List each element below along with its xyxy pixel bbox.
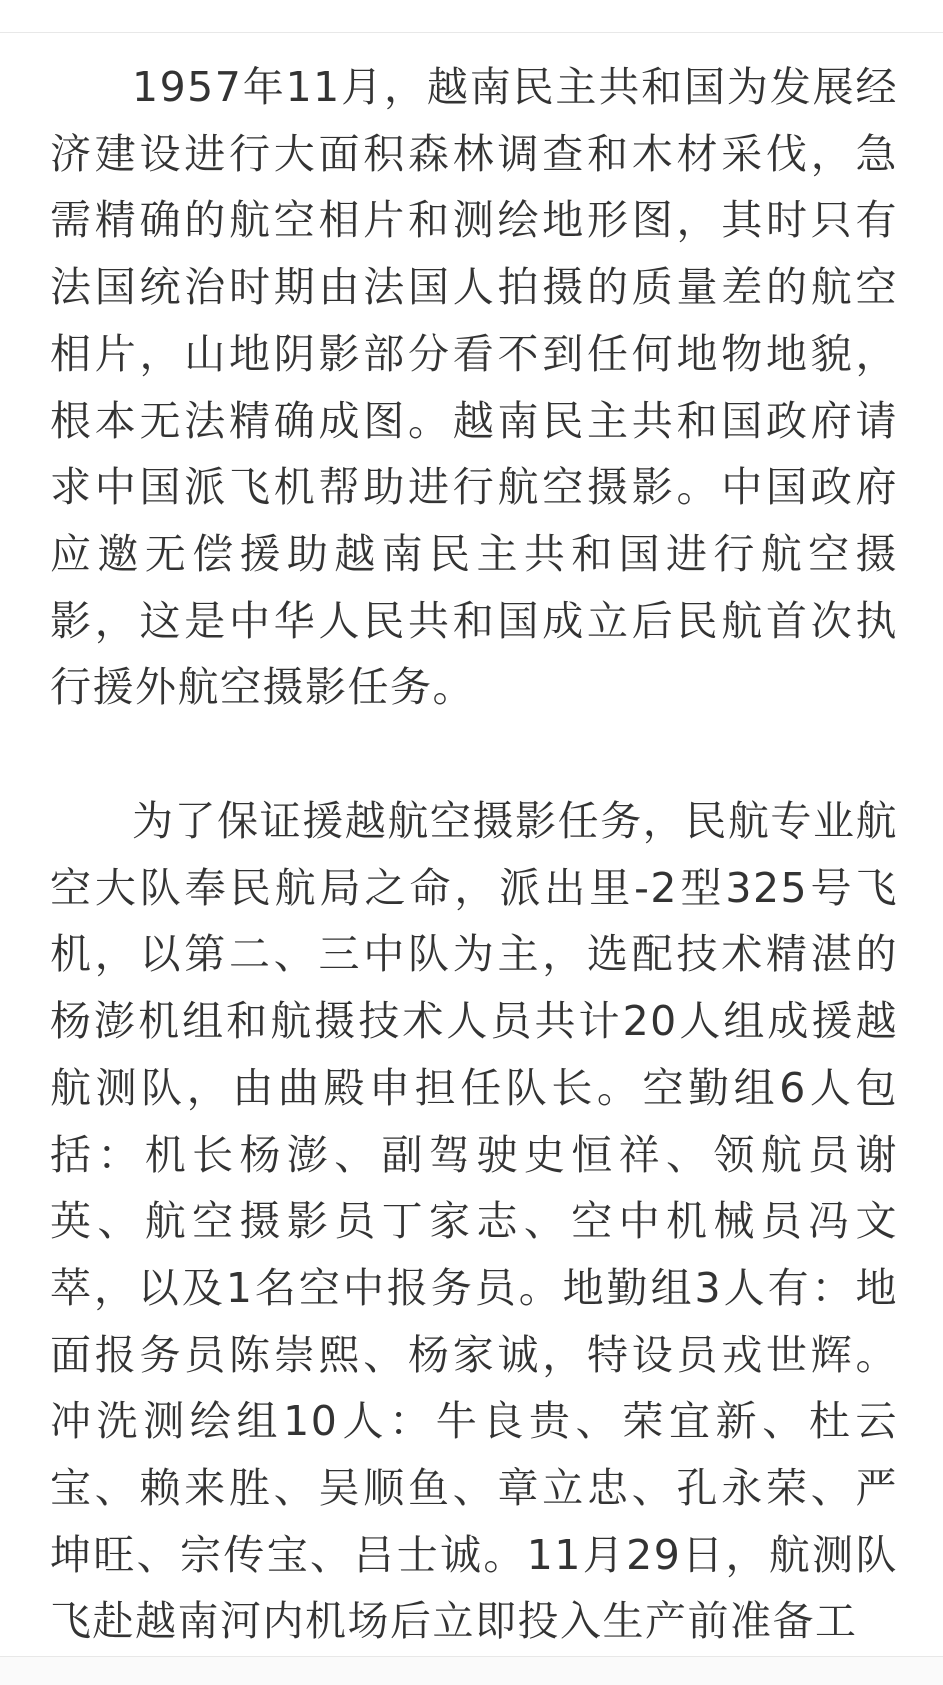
paragraph-1: 1957年11月，越南民主共和国为发展经济建设进行大面积森林调查和木材采伐，急需精确的航空相片和测绘地形图，其时只有法国统治时期由法国人拍摄的质量差的航空相片，山地阴影部分看不到任何地物地貌，根本无法精确成图。越南民主共和国政府请求中国派飞机帮助进行航空摄影。中国政府应邀无偿援助越南民主共和国进行航空摄影，这是中华人民共和国成立后民航首次执行援外航空摄影任务。: [50, 63, 898, 712]
paragraph-2: 为了保证援越航空摄影任务，民航专业航空大队奉民航局之命，派出里-2型325号飞机，以第二、三中队为主，选配技术精湛的杨澎机组和航摄技术人员共计20人组成援越航测队，由曲殿申担任队长。空勤组6人包括：机长杨澎、副驾驶史恒祥、领航员谢英、航空摄影员丁家志、空中机械员冯文萃，以及1名空中报务员。地勤组3人有：地面报务员陈崇熙、杨家诚，特设员戎世辉。冲洗测绘组10人：牛良贵、荣宜新、杜云宝、赖来胜、吴顺鱼、章立忠、孔永荣、严坤旺、宗传宝、吕士诚。11月29日，航测队飞赴越南河内机场后立即投入生产前准备工: [50, 797, 898, 1646]
bottom-bar: [0, 1657, 943, 1685]
top-divider: [0, 32, 943, 33]
article-body: [50, 54, 898, 1655]
